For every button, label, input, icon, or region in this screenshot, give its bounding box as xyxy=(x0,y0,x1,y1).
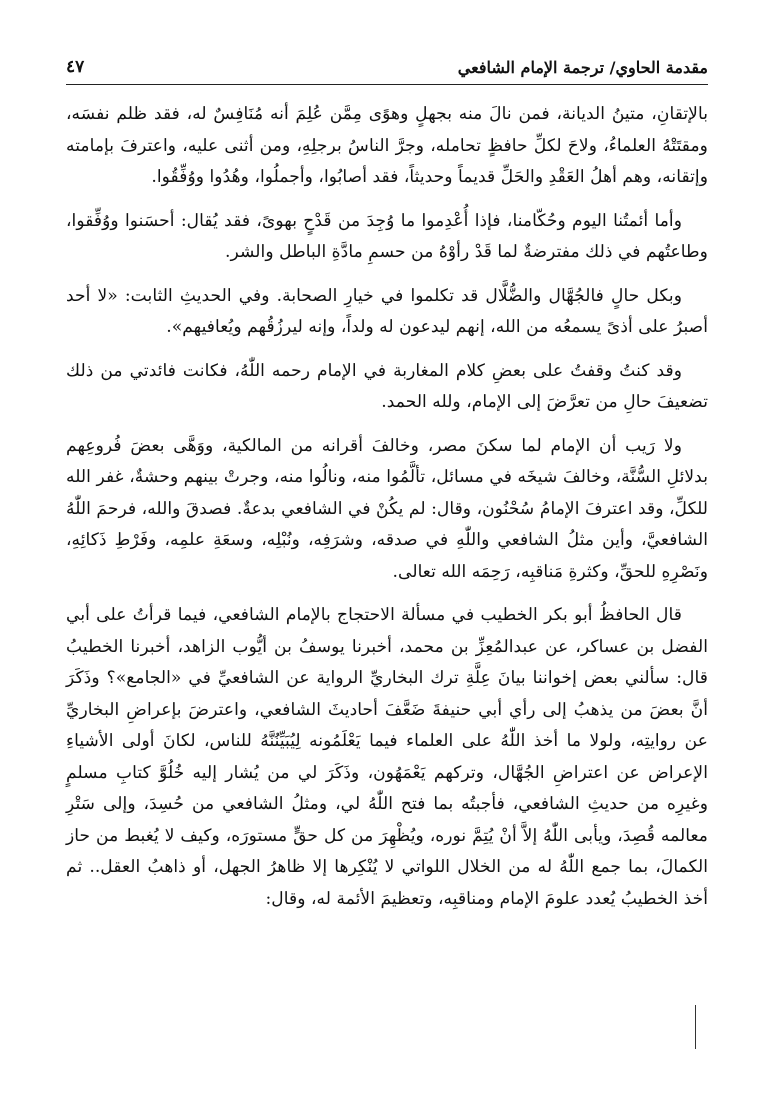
page-header xyxy=(66,50,708,85)
running-title: مقدمة الحاوي/ ترجمة الإمام الشافعي xyxy=(457,57,708,77)
page-number: ٤٧ xyxy=(66,57,85,77)
book-page xyxy=(66,50,708,1070)
paragraph-4: وقد كنتُ وقفتُ على بعضِ كلام المغاربة في الإمام رحمه اللّٰهُ، فكانت فائدتي من ذلك تضعيفَ حالِ من تعرَّضَ إلى الإمام، ولله الحمد. xyxy=(66,360,708,412)
paragraph-6: قال الحافظُ أبو بكر الخطيب في مسألة الاحتجاج بالإمام الشافعي، فيما قرأتُ على أبي الفضل بن عساكر، عن عبدالمُعِزِّ بن محمد، أخبرنا يوسفُ بن أيُّوب الزاهد، أخبرنا الخطيبُ قال: سألني بعض إخواننا بيانَ عِلَّةِ ترك البخاريِّ الرواية عن الشافعيِّ في «الجامع»؟ وذَكَرَ أنَّ بعضَ من يذهبُ إلى رأي أبي حنيفةَ ضَعَّفَ أحاديثَ الشافعي، واعترضَ بإعراضِ البخاريِّ عن روايتِه، ولولا ما أخذ اللّٰهُ على العلماء فيما يَعْلَمُونه لِيُبَيِّنُنَّهُ للناس، لكانَ أولى الأشياءِ الإعراض عن اعتراضِ الجُهَّال، وتركهم يَعْمَهُون، وذَكَرَ لي من يُشار إليه خُلُوَّ كتابِ مسلمٍ وغيرِه من حديثِ الشافعي، فأجبتُه بما فتح اللّٰهُ لي، ومثلُ الشافعي من حُسِدَ، وإلى سَتْرِ معالمه قُصِدَ، ويأبى اللّٰهُ إلاَّ أنْ يُتِمَّ نوره، ويُظْهِرَ من كل حقٍّ مستورَه، وكيف لا يُغبط من حاز الكمالَ، بما جمع اللّٰهُ له من الخلال اللواتي لا يُنْكِرها إلا ظاهرُ الجهل، أو ذاهبُ العقل.. ثم أخذ الخطيبُ يُعدد علومَ الإمام ومناقبِه، وتعظيمَ الأئمة له، وقال: xyxy=(66,605,708,909)
paragraph-2: وأما أئمتُنا اليوم وحُكّامنا، فإذا أُعْدِموا ما وُجِدَ من قَدْحٍ بهوىً، فقد يُقال: أحسَنوا ووُفِّقوا، وطاعتُهم في ذلك مفترضةٌ لما قَدْ رأوْهُ من حسمِ مادَّةِ الباطل والشر. xyxy=(66,210,708,262)
paragraph-5: ولا رَيب أن الإمام لما سكنَ مصر، وخالفَ أقرانه من المالكية، ووَهَّى بعضَ فُروعِهم بدلائلِ السُّنَّة، وخالفَ شيخَه في مسائل، تألَّمُوا منه، ونالُوا منه، وجرتْ بينهم وحشةٌ، غفر الله للكلِّ، وقد اعترفَ الإمامُ سُحْنُون، وقال: لم يكُنْ في الشافعي بدعةٌ. فصدقَ والله، فرحمَ اللّٰهُ الشافعيَّ، وأين مثلُ الشافعي واللّٰهِ في صدقه، وشرَفِه، ونُبْلِه، وسعَةِ علمِه، وفَرْطِ ذَكائِهِ، ونَصْرِهِ للحقِّ، وكثرةِ مَناقبِه، رَحِمَه الله تعالى. xyxy=(66,435,708,582)
paragraph-1: بالإتقانِ، متينُ الديانة، فمن نالَ منه بجهلٍ وهوًى مِمَّن عُلِمَ أنه مُنَافِسٌ له، فقد ظلم نفسَه، ومقتَتْهُ العلماءُ، ولاحَ لكلِّ حافظٍ تحامله، وجرَّ الناسُ برجلِهِ، ومن أثنى عليه، واعترفَ بإمامته وإتقانه، وهم أهلُ العَقْدِ والحَلِّ قديماً وحديثاً، فقد أصابُوا، وأجملُوا، وهُدُوا ووُفِّقُوا. xyxy=(66,104,708,187)
margin-mark xyxy=(695,1005,696,1049)
paragraph-3: وبكل حالٍ فالجُهَّال والضُّلَّال قد تكلموا في خيارِ الصحابة. وفي الحديثِ الثابت: «لا أحد أصبرُ على أذىً يسمعُه من الله، إنهم ليدعون له ولداً، وإنه ليرزُقُهم ويُعافيهم». xyxy=(66,285,708,337)
